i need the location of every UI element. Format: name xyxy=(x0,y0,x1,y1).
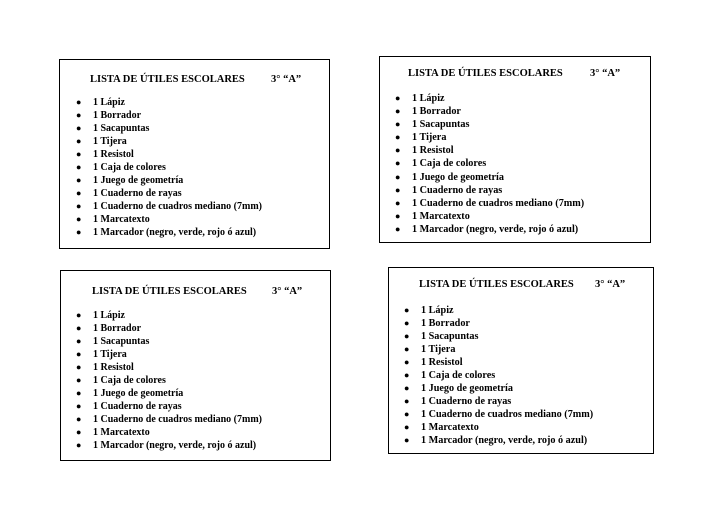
bullet-icon: ● xyxy=(395,223,401,234)
card-title: LISTA DE ÚTILES ESCOLARES xyxy=(90,74,245,85)
bullet-icon: ● xyxy=(76,136,82,146)
list-item: ● 1 Resistol xyxy=(76,362,134,373)
list-item: ● 1 Juego de geometría xyxy=(404,383,513,394)
bullet-icon: ● xyxy=(76,401,82,411)
bullet-icon: ● xyxy=(395,145,401,156)
bullet-icon: ● xyxy=(404,409,410,419)
list-item: ● 1 Marcatexto xyxy=(395,210,470,222)
list-item: ● 1 Marcatexto xyxy=(404,422,479,433)
list-item: ● 1 Caja de colores xyxy=(76,162,166,173)
list-item: ● 1 Juego de geometría xyxy=(395,171,504,183)
list-item: ● 1 Cuaderno de cuadros mediano (7mm) xyxy=(76,201,262,212)
bullet-icon: ● xyxy=(76,188,82,198)
card-title: LISTA DE ÚTILES ESCOLARES xyxy=(92,286,247,297)
bullet-icon: ● xyxy=(395,119,401,130)
list-item: ● 1 Borrador xyxy=(404,318,470,329)
list-item: ● 1 Sacapuntas xyxy=(404,331,479,342)
bullet-icon: ● xyxy=(395,106,401,117)
bullet-icon: ● xyxy=(404,305,410,315)
supply-list xyxy=(76,309,262,452)
list-item: ● 1 Lápiz xyxy=(76,97,125,108)
bullet-icon: ● xyxy=(76,201,82,211)
bullet-icon: ● xyxy=(404,422,410,432)
list-item: ● 1 Cuaderno de rayas xyxy=(76,401,182,412)
bullet-icon: ● xyxy=(76,310,82,320)
bullet-icon: ● xyxy=(395,197,401,208)
bullet-icon: ● xyxy=(404,383,410,393)
bullet-icon: ● xyxy=(395,132,401,143)
list-item: ● 1 Borrador xyxy=(395,106,461,118)
bullet-icon: ● xyxy=(76,214,82,224)
bullet-icon: ● xyxy=(404,344,410,354)
list-item: ● 1 Cuaderno de cuadros mediano (7mm) xyxy=(404,409,594,420)
bullet-icon: ● xyxy=(76,388,82,398)
bullet-icon: ● xyxy=(76,362,82,372)
bullet-icon: ● xyxy=(404,396,410,406)
list-item: ● 1 Tijera xyxy=(76,136,127,147)
bullet-icon: ● xyxy=(395,184,401,195)
supply-list xyxy=(76,96,262,239)
list-item: ● 1 Resistol xyxy=(395,145,454,157)
supply-list-card xyxy=(59,59,330,249)
list-item: ● 1 Caja de colores xyxy=(395,158,487,170)
bullet-icon: ● xyxy=(404,331,410,341)
list-item: ● 1 Cuaderno de rayas xyxy=(404,396,512,407)
supply-list xyxy=(404,304,593,447)
bullet-icon: ● xyxy=(76,162,82,172)
list-item: ● 1 Sacapuntas xyxy=(76,123,150,134)
bullet-icon: ● xyxy=(76,123,82,133)
list-item: ● 1 Cuaderno de rayas xyxy=(395,184,503,196)
bullet-icon: ● xyxy=(76,97,82,107)
list-item: ● 1 Juego de geometría xyxy=(76,175,184,186)
bullet-icon: ● xyxy=(395,171,401,182)
bullet-icon: ● xyxy=(395,210,401,221)
card-title: LISTA DE ÚTILES ESCOLARES xyxy=(419,279,574,290)
card-grade: 3° “A” xyxy=(271,74,302,85)
card-grade: 3° “A” xyxy=(590,68,621,79)
list-item: ● 1 Resistol xyxy=(404,357,463,368)
list-item: ● 1 Cuaderno de cuadros mediano (7mm) xyxy=(395,197,585,209)
list-item: ● 1 Tijera xyxy=(395,132,447,144)
bullet-icon: ● xyxy=(76,175,82,185)
list-item: ● 1 Marcador (negro, verde, rojo ó azul) xyxy=(76,227,257,238)
list-item: ● 1 Marcador (negro, verde, rojo ó azul) xyxy=(404,435,588,446)
list-item: ● 1 Sacapuntas xyxy=(395,119,470,131)
list-item: ● 1 Lápiz xyxy=(76,310,125,321)
bullet-icon: ● xyxy=(76,227,82,237)
bullet-icon: ● xyxy=(76,110,82,120)
bullet-icon: ● xyxy=(76,323,82,333)
list-item: ● 1 Marcatexto xyxy=(76,427,150,438)
bullet-icon: ● xyxy=(404,357,410,367)
supply-list xyxy=(395,92,584,236)
list-item: ● 1 Caja de colores xyxy=(404,370,496,381)
bullet-icon: ● xyxy=(76,336,82,346)
supply-list-card xyxy=(388,267,654,454)
list-item: ● 1 Tijera xyxy=(404,344,456,355)
bullet-icon: ● xyxy=(76,149,82,159)
list-item: ● 1 Borrador xyxy=(76,323,142,334)
list-item: ● 1 Tijera xyxy=(76,349,127,360)
bullet-icon: ● xyxy=(76,427,82,437)
list-item: ● 1 Juego de geometría xyxy=(76,388,184,399)
bullet-icon: ● xyxy=(76,440,82,450)
supply-list-card xyxy=(379,56,651,243)
supply-list-card xyxy=(60,270,331,461)
list-item: ● 1 Marcatexto xyxy=(76,214,150,225)
bullet-icon: ● xyxy=(76,414,82,424)
card-title: LISTA DE ÚTILES ESCOLARES xyxy=(408,68,563,79)
list-item: ● 1 Cuaderno de cuadros mediano (7mm) xyxy=(76,414,262,425)
list-item: ● 1 Sacapuntas xyxy=(76,336,150,347)
list-item: ● 1 Borrador xyxy=(76,110,142,121)
bullet-icon: ● xyxy=(76,375,82,385)
bullet-icon: ● xyxy=(404,370,410,380)
list-item: ● 1 Cuaderno de rayas xyxy=(76,188,182,199)
list-item: ● 1 Marcador (negro, verde, rojo ó azul) xyxy=(76,440,257,451)
bullet-icon: ● xyxy=(404,318,410,328)
list-item: ● 1 Lápiz xyxy=(395,93,445,104)
card-grade: 3° “A” xyxy=(272,286,303,297)
bullet-icon: ● xyxy=(76,349,82,359)
list-item: ● 1 Resistol xyxy=(76,149,134,160)
list-item: ● 1 Marcador (negro, verde, rojo ó azul) xyxy=(395,223,579,235)
bullet-icon: ● xyxy=(395,158,401,169)
card-grade: 3° “A” xyxy=(595,279,626,290)
bullet-icon: ● xyxy=(395,93,401,103)
list-item: ● 1 Lápiz xyxy=(404,305,454,316)
bullet-icon: ● xyxy=(404,435,410,445)
list-item: ● 1 Caja de colores xyxy=(76,375,166,386)
